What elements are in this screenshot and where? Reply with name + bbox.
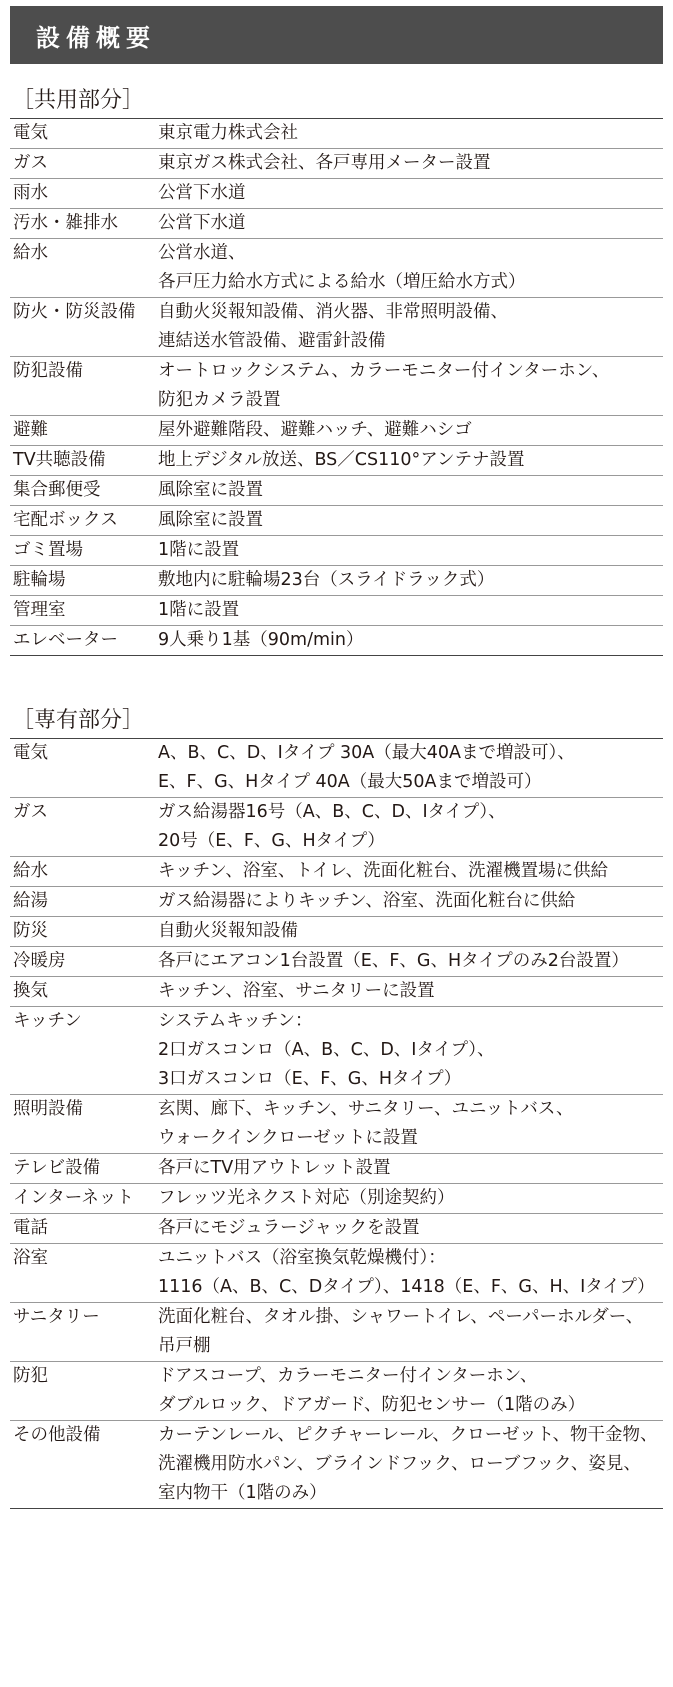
row-label: 宅配ボックス (13, 510, 118, 530)
table-row (10, 739, 663, 798)
value-line: 9人乗り1基（90m/min） (158, 630, 364, 650)
table-row (10, 149, 663, 179)
table-row (10, 119, 663, 149)
row-value (158, 977, 663, 1006)
value-line: A、B、C、D、Iタイプ 30A（最大40Aまで増設可）、 (158, 743, 575, 763)
row-value (158, 446, 663, 475)
row-label: TV共聴設備 (13, 450, 106, 470)
row-value (158, 179, 663, 208)
row-value (158, 119, 663, 148)
table-row (10, 1362, 663, 1421)
table-row (10, 947, 663, 977)
value-line: 東京電力株式会社 (158, 123, 298, 143)
row-value (158, 739, 663, 797)
table-row (10, 209, 663, 239)
table-row (10, 857, 663, 887)
table-row (10, 446, 663, 476)
row-label: テレビ設備 (13, 1158, 101, 1178)
value-line: 3口ガスコンロ（E、F、G、Hタイプ） (158, 1069, 462, 1089)
row-label: 管理室 (13, 600, 66, 620)
row-value (158, 357, 663, 415)
value-line: カーテンレール、ピクチャーレール、クローゼット、物干金物、 (158, 1425, 658, 1445)
table-row (10, 1214, 663, 1244)
row-label: 給湯 (13, 891, 48, 911)
row-value (158, 887, 663, 916)
row-label: 浴室 (13, 1248, 48, 1268)
value-line: キッチン、浴室、サニタリーに設置 (158, 981, 435, 1001)
value-line: 風除室に設置 (158, 510, 263, 530)
value-line: フレッツ光ネクスト対応（別途契約） (158, 1188, 455, 1208)
section-title: ［専有部分］ (10, 704, 663, 739)
value-line: E、F、G、Hタイプ 40A（最大50Aまで増設可） (158, 772, 542, 792)
value-line: ウォークインクローゼットに設置 (158, 1128, 418, 1148)
row-label: 防災 (13, 921, 48, 941)
value-line: 東京ガス株式会社、各戸専用メーター設置 (158, 153, 491, 173)
value-line: 公営水道、 (158, 243, 246, 263)
value-line: 各戸にモジュラージャックを設置 (158, 1218, 420, 1238)
row-label: 換気 (13, 981, 48, 1001)
row-label: その他設備 (13, 1425, 101, 1445)
row-label: 電気 (13, 123, 48, 143)
row-label: ゴミ置場 (13, 540, 83, 560)
value-line: 洗濯機用防水パン、ブラインドフック、ローブフック、姿見、 (158, 1454, 641, 1474)
value-line: 自動火災報知設備、消火器、非常照明設備、 (158, 302, 508, 322)
table-row (10, 1244, 663, 1303)
row-label: 集合郵便受 (13, 480, 101, 500)
row-label: ガス (13, 153, 48, 173)
row-label: 避難 (13, 420, 48, 440)
value-line: 洗面化粧台、タオル掛、シャワートイレ、ペーパーホルダー、 (158, 1307, 644, 1327)
value-line: ガス給湯器によりキッチン、浴室、洗面化粧台に供給 (158, 891, 576, 911)
row-label: 防犯設備 (13, 361, 83, 381)
row-value (158, 476, 663, 505)
value-line: ガス給湯器16号（A、B、C、D、Iタイプ）、 (158, 802, 506, 822)
table-row (10, 798, 663, 857)
row-value (158, 947, 663, 976)
table-row (10, 476, 663, 506)
row-value (158, 1244, 663, 1302)
table-row (10, 506, 663, 536)
value-line: 連結送水管設備、避雷針設備 (158, 331, 386, 351)
value-line: ドアスコープ、カラーモニター付インターホン、 (158, 1366, 538, 1386)
table-row (10, 416, 663, 446)
row-value (158, 566, 663, 595)
value-line: ダブルロック、ドアガード、防犯センサー（1階のみ） (158, 1395, 586, 1415)
value-line: 20号（E、F、G、Hタイプ） (158, 831, 385, 851)
table-row (10, 917, 663, 947)
private-section (10, 704, 663, 1509)
table-row (10, 536, 663, 566)
section-title: ［共用部分］ (10, 84, 663, 119)
row-value (158, 536, 663, 565)
page-title: 設備概要 (36, 23, 156, 52)
row-label: インターネット (13, 1188, 134, 1208)
table-row (10, 626, 663, 656)
value-line: システムキッチン： (158, 1011, 313, 1031)
row-value (158, 1184, 663, 1213)
value-line: 公営下水道 (158, 213, 246, 233)
value-line: 公営下水道 (158, 183, 246, 203)
value-line: 各戸圧力給水方式による給水（増圧給水方式） (158, 272, 526, 292)
value-line: 風除室に設置 (158, 480, 263, 500)
row-value (158, 506, 663, 535)
row-label: 防火・防災設備 (13, 302, 136, 322)
value-line: 玄関、廊下、キッチン、サニタリー、ユニットバス、 (158, 1099, 574, 1119)
row-label: 冷暖房 (13, 951, 66, 971)
row-value (158, 917, 663, 946)
row-label: 電気 (13, 743, 48, 763)
row-label: 電話 (13, 1218, 48, 1238)
table-row (10, 1421, 663, 1509)
row-label: 防犯 (13, 1366, 48, 1386)
table-row (10, 887, 663, 917)
table-row (10, 1095, 663, 1154)
value-line: 地上デジタル放送、BS／CS110°アンテナ設置 (158, 450, 525, 470)
row-value (158, 596, 663, 625)
value-line: 1116（A、B、C、Dタイプ）、1418（E、F、G、H、Iタイプ） (158, 1277, 655, 1297)
table-row (10, 1184, 663, 1214)
row-label: 駐輪場 (13, 570, 66, 590)
page-header (10, 6, 663, 64)
row-value (158, 298, 663, 356)
table-row (10, 357, 663, 416)
value-line: 屋外避難階段、避難ハッチ、避難ハシゴ (158, 420, 472, 440)
row-value (158, 1095, 663, 1153)
table-row (10, 596, 663, 626)
row-value (158, 798, 663, 856)
value-line: 敷地内に駐輪場23台（スライドラック式） (158, 570, 495, 590)
value-line: ユニットバス（浴室換気乾燥機付）： (158, 1248, 446, 1268)
table-row (10, 1303, 663, 1362)
table-row (10, 977, 663, 1007)
value-line: 各戸にエアコン1台設置（E、F、G、Hタイプのみ2台設置） (158, 951, 629, 971)
value-line: 防犯カメラ設置 (158, 390, 281, 410)
common-section (10, 84, 663, 656)
row-value (158, 1303, 663, 1361)
value-line: キッチン、浴室、トイレ、洗面化粧台、洗濯機置場に供給 (158, 861, 609, 881)
row-value (158, 1154, 663, 1183)
table-row (10, 179, 663, 209)
table-row (10, 566, 663, 596)
row-label: 汚水・雑排水 (13, 213, 118, 233)
common-table (10, 119, 663, 656)
value-line: 2口ガスコンロ（A、B、C、D、Iタイプ）、 (158, 1040, 495, 1060)
value-line: 自動火災報知設備 (158, 921, 298, 941)
value-line: 各戸にTV用アウトレット設置 (158, 1158, 391, 1178)
row-label: エレベーター (13, 630, 118, 650)
row-value (158, 1007, 663, 1094)
row-label: 給水 (13, 861, 48, 881)
row-value (158, 626, 663, 655)
private-table (10, 739, 663, 1509)
row-label: ガス (13, 802, 48, 822)
row-label: サニタリー (13, 1307, 100, 1327)
row-value (158, 857, 663, 886)
row-label: 給水 (13, 243, 48, 263)
row-value (158, 1214, 663, 1243)
table-row (10, 239, 663, 298)
value-line: 室内物干（1階のみ） (158, 1483, 327, 1503)
row-label: 雨水 (13, 183, 48, 203)
row-value (158, 239, 663, 297)
value-line: オートロックシステム、カラーモニター付インターホン、 (158, 361, 610, 381)
table-row (10, 298, 663, 357)
row-value (158, 209, 663, 238)
row-value (158, 416, 663, 445)
row-value (158, 1421, 663, 1508)
row-value (158, 149, 663, 178)
table-row (10, 1007, 663, 1095)
value-line: 1階に設置 (158, 540, 240, 560)
value-line: 1階に設置 (158, 600, 240, 620)
table-row (10, 1154, 663, 1184)
row-value (158, 1362, 663, 1420)
row-label: キッチン (13, 1011, 82, 1031)
row-label: 照明設備 (13, 1099, 83, 1119)
value-line: 吊戸棚 (158, 1336, 211, 1356)
